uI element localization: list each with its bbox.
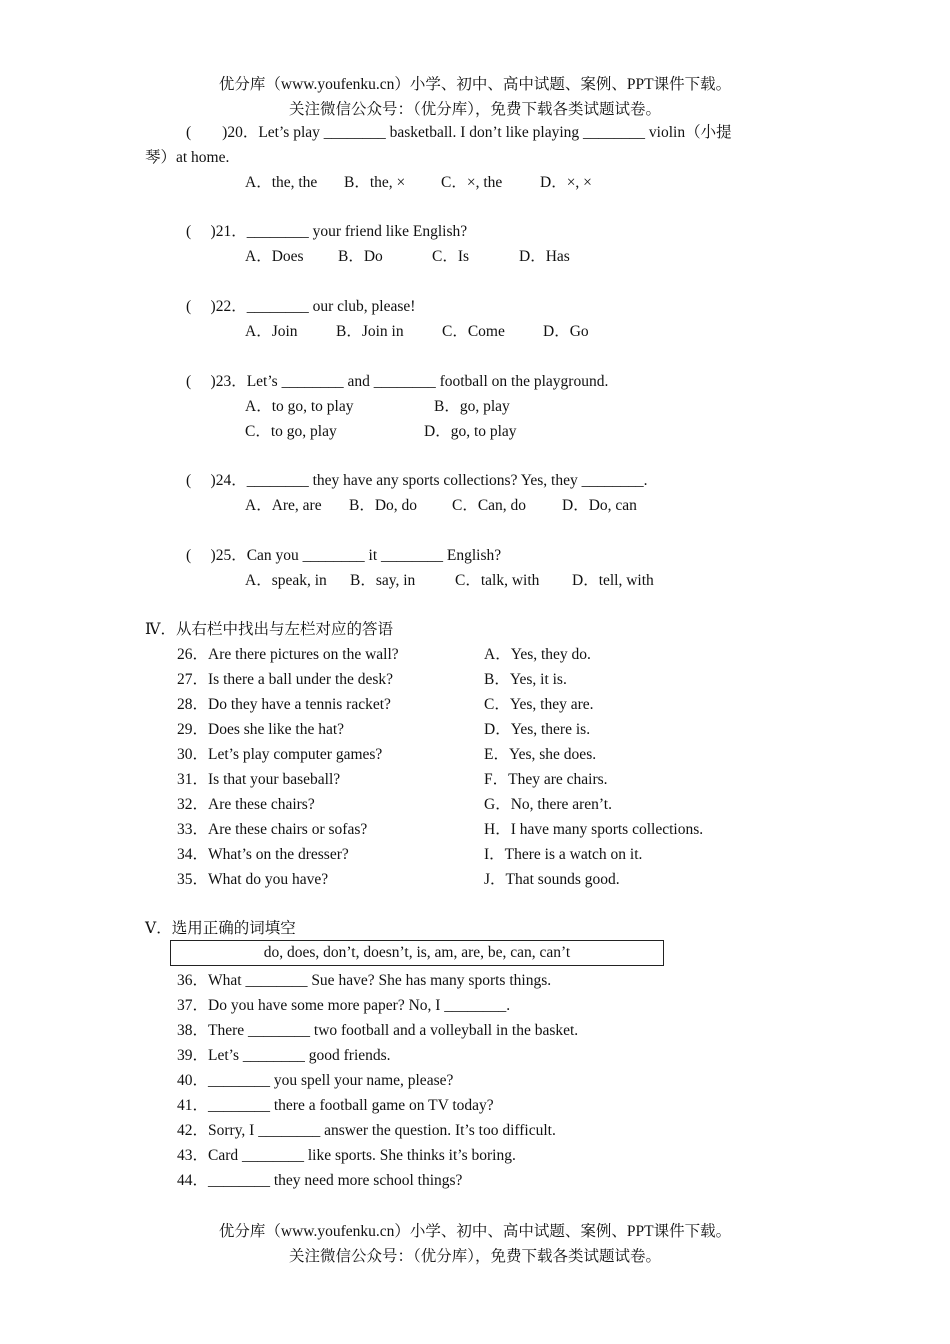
option: A．speak, in [245,572,327,589]
section-4-title: Ⅳ．从右栏中找出与左栏对应的答语 [145,621,393,638]
question-24-stem: ( )24．________ they have any sports collections? Yes, they ________. [186,472,648,489]
list-item: 33．Are these chairs or sofas? [177,821,368,838]
list-item: 26．Are there pictures on the wall? [177,646,399,663]
option: B．say, in [350,572,416,589]
list-item: 36．What ________ Sue have? She has many sports things. [177,972,552,989]
list-item: 32．Are these chairs? [177,796,315,813]
option: D．Do, can [562,497,637,514]
question-20-stem-cont: 琴）at home. [145,149,230,166]
list-item: 40．________ you spell your name, please? [177,1072,454,1089]
list-item: 43．Card ________ like sports. She thinks it’s boring. [177,1147,516,1164]
list-item: 27．Is there a ball under the desk? [177,671,394,688]
option: D．Go [543,323,589,340]
option: C．Come [442,323,505,340]
list-item: 30．Let’s play computer games? [177,746,383,763]
list-item: A．Yes, they do. [484,646,591,663]
header-line-2: 关注微信公众号：（优分库），免费下载各类试题试卷。 [288,101,661,118]
option: A．the, the [245,174,318,191]
option: A．Are, are [245,497,322,514]
list-item: 29．Does she like the hat? [177,721,345,738]
option: C．Is [432,248,470,265]
question-20-stem: ( )20．Let’s play ________ basketball. I don’t like playing ________ violin（小提 [186,124,732,141]
list-item: C．Yes, they are. [484,696,594,713]
list-item: J．That sounds good. [484,871,620,888]
list-item: 42．Sorry, I ________ answer the question. It’s too difficult. [177,1122,556,1139]
list-item: I．There is a watch on it. [484,846,643,863]
option: D．Has [519,248,570,265]
option: D．×, × [540,174,592,191]
option: C．×, the [441,174,503,191]
option: C．talk, with [455,572,540,589]
list-item: B．Yes, it is. [484,671,567,688]
option: B．go, play [434,398,510,415]
list-item: E．Yes, she does. [484,746,597,763]
word-bank-box: do, does, don’t, doesn’t, is, am, are, be, can, can’t [170,940,664,966]
option: B．Do, do [349,497,418,514]
footer-line-2: 关注微信公众号：（优分库），免费下载各类试题试卷。 [288,1248,661,1265]
question-23-stem: ( )23．Let’s ________ and ________ football on the playground. [186,373,609,390]
option: B．Join in [336,323,404,340]
option: A．Does [245,248,304,265]
list-item: 37．Do you have some more paper? No, I ________. [177,997,511,1014]
list-item: 31．Is that your baseball? [177,771,341,788]
list-item: 39．Let’s ________ good friends. [177,1047,391,1064]
list-item: H．I have many sports collections. [484,821,704,838]
list-item: G．No, there aren’t. [484,796,612,813]
list-item: F．They are chairs. [484,771,608,788]
header-line-1: 优分库（www.youfenku.cn）小学、初中、高中试题、案例、PPT课件下载。 [218,76,732,93]
section-5-title: Ⅴ．选用正确的词填空 [145,920,296,937]
list-item: 35．What do you have? [177,871,329,888]
question-25-stem: ( )25．Can you ________ it ________ English? [186,547,502,564]
question-21-stem: ( )21．________ your friend like English? [186,223,468,240]
list-item: 44．________ they need more school things? [177,1172,463,1189]
list-item: 34．What’s on the dresser? [177,846,349,863]
option: B．Do [338,248,383,265]
option: C．Can, do [452,497,527,514]
option: D．tell, with [572,572,654,589]
option: C．to go, play [245,423,337,440]
option: A．Join [245,323,298,340]
option: B．the, × [344,174,406,191]
list-item: 41．________ there a football game on TV today? [177,1097,494,1114]
question-22-stem: ( )22．________ our club, please! [186,298,416,315]
option: A．to go, to play [245,398,354,415]
footer-line-1: 优分库（www.youfenku.cn）小学、初中、高中试题、案例、PPT课件下载。 [218,1223,732,1240]
option: D．go, to play [424,423,517,440]
list-item: 28．Do they have a tennis racket? [177,696,391,713]
list-item: 38．There ________ two football and a volleyball in the basket. [177,1022,579,1039]
list-item: D．Yes, there is. [484,721,591,738]
